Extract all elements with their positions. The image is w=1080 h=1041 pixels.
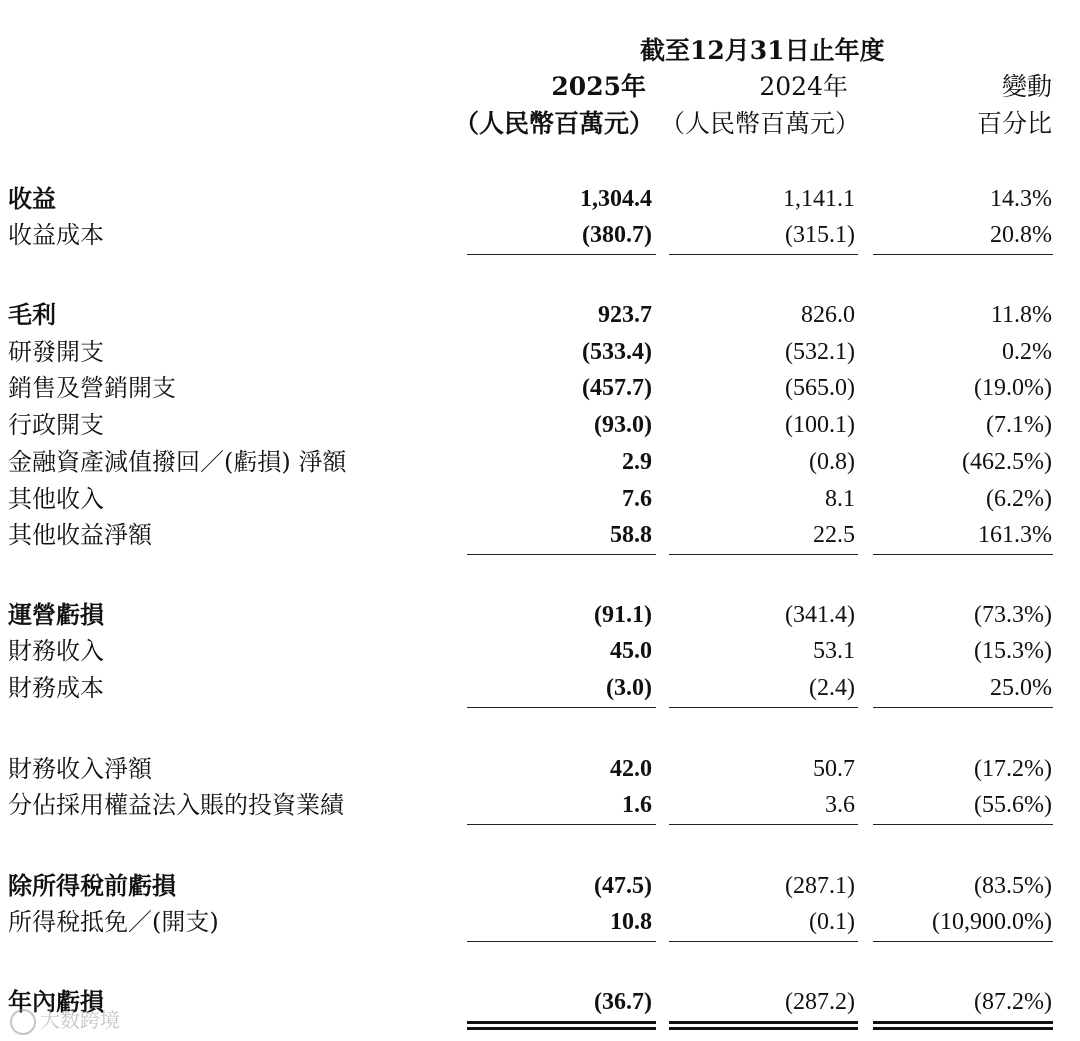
- table-row-other-income: [0, 481, 1080, 517]
- value-change: (55.6%): [974, 792, 1052, 818]
- value-2024: (0.1): [809, 909, 855, 935]
- value-2024: 3.6: [825, 792, 855, 818]
- subtotal-rule: [467, 707, 656, 708]
- value-2024: (287.1): [785, 873, 855, 899]
- row-label: 行政開支: [8, 411, 104, 439]
- row-label: 其他收入: [8, 485, 104, 513]
- subtotal-rule: [467, 554, 656, 555]
- value-2025: 1.6: [622, 792, 652, 818]
- subtotal-rule: [467, 941, 656, 942]
- value-2024: (287.2): [785, 989, 855, 1015]
- value-change: (10,900.0%): [932, 909, 1052, 935]
- subtotal-rule: [467, 824, 656, 825]
- value-change: (17.2%): [974, 756, 1052, 782]
- row-label: 所得稅抵免／(開支): [8, 908, 219, 936]
- watermark-text: 大数跨境: [40, 1008, 120, 1032]
- row-label: 財務收入淨額: [8, 755, 152, 783]
- subtotal-rule: [669, 554, 858, 555]
- column-header-2024: 2024年: [759, 72, 848, 101]
- period-header: 截至12月31日止年度: [640, 36, 885, 65]
- row-label: 毛利: [8, 300, 56, 329]
- value-2024: (315.1): [785, 222, 855, 248]
- value-2025: (380.7): [582, 222, 652, 248]
- value-2025: 923.7: [598, 302, 652, 328]
- subtotal-rule: [873, 824, 1053, 825]
- table-row-finance-cost: [0, 670, 1080, 706]
- total-double-rule: [873, 1021, 1053, 1030]
- row-label: 銷售及營銷開支: [8, 374, 176, 402]
- value-change: 161.3%: [978, 522, 1052, 548]
- row-label: 研發開支: [8, 338, 104, 366]
- unit-header-change: 百分比: [976, 109, 1052, 138]
- subtotal-rule: [873, 554, 1053, 555]
- value-2024: 22.5: [813, 522, 855, 548]
- value-2024: 50.7: [813, 756, 855, 782]
- table-row-impairment: [0, 444, 1080, 480]
- value-change: (15.3%): [974, 638, 1052, 664]
- value-2025: 1,304.4: [580, 186, 652, 212]
- row-label: 除所得稅前虧損: [8, 871, 176, 900]
- watermark: [10, 1005, 120, 1035]
- value-2025: (36.7): [594, 989, 652, 1015]
- table-row-rd-expenses: [0, 334, 1080, 370]
- subtotal-rule: [873, 941, 1053, 942]
- subtotal-rule: [873, 254, 1053, 255]
- value-2025: (91.1): [594, 602, 652, 628]
- table-row-operating-loss: [0, 597, 1080, 633]
- row-label: 財務成本: [8, 674, 104, 702]
- row-label: 分佔採用權益法入賬的投資業績: [8, 791, 344, 819]
- value-2025: 10.8: [610, 909, 652, 935]
- value-2025: 58.8: [610, 522, 652, 548]
- value-change: 11.8%: [990, 302, 1052, 328]
- row-label: 收益: [8, 184, 56, 213]
- table-row-admin-expenses: [0, 407, 1080, 443]
- table-row-equity-method-results: [0, 787, 1080, 823]
- value-change: (19.0%): [974, 375, 1052, 401]
- unit-header-2025: （人民幣百萬元）: [453, 109, 654, 138]
- total-double-rule: [467, 1021, 656, 1030]
- subtotal-rule: [669, 941, 858, 942]
- table-row-other-gains: [0, 517, 1080, 553]
- watermark-logo-icon: [10, 1009, 36, 1035]
- table-row-loss-for-year: [0, 984, 1080, 1020]
- table-row-revenue: [0, 181, 1080, 217]
- row-label: 財務收入: [8, 637, 104, 665]
- row-label: 金融資產減值撥回／(虧損) 淨額: [8, 448, 347, 476]
- subtotal-rule: [467, 254, 656, 255]
- row-label: 其他收益淨額: [8, 521, 152, 549]
- value-2024: 826.0: [801, 302, 855, 328]
- value-change: (87.2%): [974, 989, 1052, 1015]
- row-label: 運營虧損: [8, 600, 104, 629]
- column-header-2025: 2025年: [551, 72, 646, 101]
- subtotal-rule: [873, 707, 1053, 708]
- column-header-change: 變動: [1001, 72, 1052, 101]
- value-change: 0.2%: [1002, 339, 1052, 365]
- value-change: (6.2%): [986, 486, 1052, 512]
- value-2025: 7.6: [622, 486, 652, 512]
- table-row-cost-of-revenue: [0, 217, 1080, 253]
- table-row-finance-income: [0, 633, 1080, 669]
- subtotal-rule: [669, 824, 858, 825]
- value-change: (83.5%): [974, 873, 1052, 899]
- table-row-income-tax: [0, 904, 1080, 940]
- value-2025: 45.0: [610, 638, 652, 664]
- value-2024: (0.8): [809, 449, 855, 475]
- row-label: 收益成本: [8, 221, 104, 249]
- unit-header-2024: （人民幣百萬元）: [659, 109, 860, 138]
- row-label: 年內虧損: [8, 987, 104, 1016]
- value-2024: (532.1): [785, 339, 855, 365]
- value-2024: (341.4): [785, 602, 855, 628]
- value-2025: 2.9: [622, 449, 652, 475]
- value-2025: (533.4): [582, 339, 652, 365]
- value-2025: (47.5): [594, 873, 652, 899]
- value-2024: 1,141.1: [783, 186, 855, 212]
- value-change: 25.0%: [990, 675, 1052, 701]
- value-2025: (457.7): [582, 375, 652, 401]
- value-2024: (565.0): [785, 375, 855, 401]
- value-change: (73.3%): [974, 602, 1052, 628]
- value-2024: (2.4): [809, 675, 855, 701]
- total-double-rule: [669, 1021, 858, 1030]
- value-2025: (3.0): [606, 675, 652, 701]
- value-2024: 53.1: [813, 638, 855, 664]
- table-row-net-finance-income: [0, 751, 1080, 787]
- value-change: (7.1%): [986, 412, 1052, 438]
- value-2025: (93.0): [594, 412, 652, 438]
- value-change: 20.8%: [990, 222, 1052, 248]
- value-change: (462.5%): [962, 449, 1052, 475]
- value-change: 14.3%: [990, 186, 1052, 212]
- subtotal-rule: [669, 254, 858, 255]
- table-row-loss-before-tax: [0, 868, 1080, 904]
- value-2024: (100.1): [785, 412, 855, 438]
- subtotal-rule: [669, 707, 858, 708]
- value-2025: 42.0: [610, 756, 652, 782]
- table-row-selling-marketing: [0, 370, 1080, 406]
- table-row-gross-profit: [0, 297, 1080, 333]
- value-2024: 8.1: [825, 486, 855, 512]
